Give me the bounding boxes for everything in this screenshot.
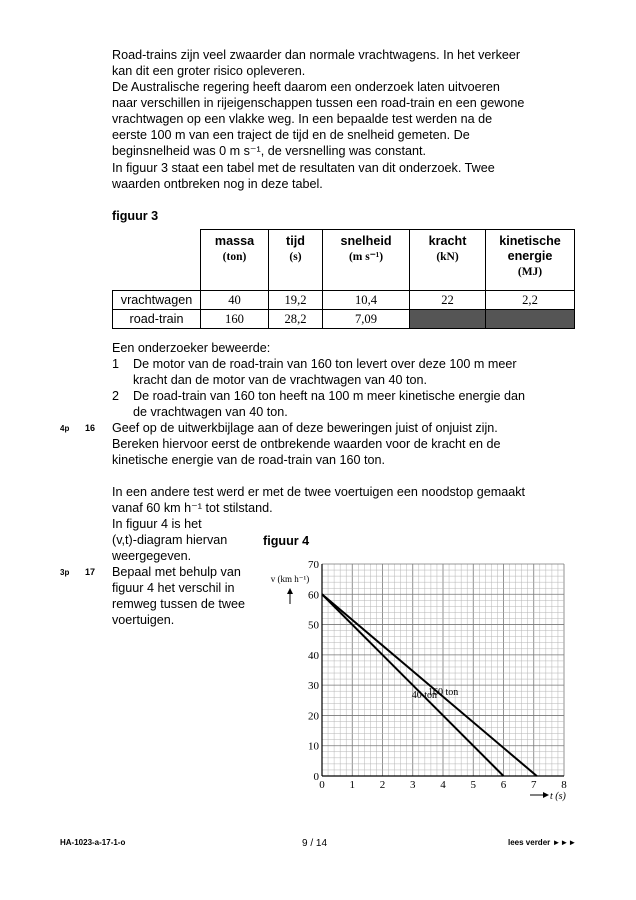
header-kracht: kracht (kN) xyxy=(410,230,486,291)
series-label: 160 ton xyxy=(428,687,459,699)
footer-page: 9 / 14 xyxy=(302,838,328,849)
y-tick-label: 0 xyxy=(313,771,319,783)
cell-massa: 160 xyxy=(201,310,269,329)
x-axis-arrowhead xyxy=(543,792,549,798)
footer-code: HA-1023-a-17-1-o xyxy=(60,838,126,847)
x-tick-label: 5 xyxy=(470,779,476,791)
claim-number: 2 xyxy=(112,389,120,403)
q17-line: Bepaal met behulp van xyxy=(112,565,241,579)
cell-snelheid: 10,4 xyxy=(323,291,410,310)
series-label: 40 ton xyxy=(411,690,438,702)
x-tick-label: 1 xyxy=(349,779,355,791)
test2-line: In een andere test werd er met de twee voertuigen een noodstop gemaakt xyxy=(112,485,526,499)
intro-line: beginsnelheid was 0 m s⁻¹, de versnelling was constant. xyxy=(112,144,426,158)
intro-line: eerste 100 m van een traject de tijd en de snelheid gemeten. De xyxy=(112,128,470,142)
y-tick-label: 30 xyxy=(308,680,319,693)
x-tick-label: 2 xyxy=(379,779,386,791)
q16-number: 16 xyxy=(85,423,96,433)
header-energie: kinetische energie (MJ) xyxy=(486,230,575,291)
x-tick-label: 6 xyxy=(500,779,507,791)
intro-line: Road-trains zijn veel zwaarder dan normale vrachtwagens. In het verkeer xyxy=(112,48,521,62)
claim-text: De road-train van 160 ton heeft na 100 m meer kinetische energie dan xyxy=(133,389,526,403)
y-axis-arrowhead xyxy=(287,588,293,594)
cell-snelheid: 7,09 xyxy=(323,310,410,329)
row-label: vrachtwagen xyxy=(113,291,201,310)
q17-number: 17 xyxy=(85,567,96,577)
cell-kracht-missing xyxy=(410,310,486,329)
x-tick-label: 4 xyxy=(440,779,446,791)
footer-next: lees verder ►►► xyxy=(508,838,577,847)
header-snelheid: snelheid (m s⁻¹) xyxy=(323,230,410,291)
y-tick-label: 50 xyxy=(308,619,319,632)
q16-line: Bereken hiervoor eerst de ontbrekende waarden voor de kracht en de xyxy=(112,437,501,451)
header-tijd: tijd (s) xyxy=(269,230,323,291)
cell-tijd: 28,2 xyxy=(269,310,323,329)
claim-text: de vrachtwagen van 40 ton. xyxy=(133,405,288,419)
q17-line: remweg tussen de twee xyxy=(112,597,246,611)
intro-line: waarden ontbreken nog in deze tabel. xyxy=(112,177,323,191)
claim-number: 1 xyxy=(112,357,120,371)
q17-line: voertuigen. xyxy=(112,613,175,627)
cell-massa: 40 xyxy=(201,291,269,310)
q16-points: 4p xyxy=(60,424,70,433)
intro-line: kan dit een groter risico opleveren. xyxy=(112,64,306,78)
cell-tijd: 19,2 xyxy=(269,291,323,310)
cell-kracht: 22 xyxy=(410,291,486,310)
y-tick-label: 20 xyxy=(308,710,319,723)
chart-ticks xyxy=(308,559,567,791)
claim-text: kracht dan de motor van de vrachtwagen van 40 ton. xyxy=(133,373,428,387)
q16-line: Geef op de uitwerkbijlage aan of deze beweringen juist of onjuist zijn. xyxy=(112,421,498,435)
test2-line: In figuur 4 is het xyxy=(112,517,202,531)
y-axis-label: v (km h⁻¹) xyxy=(270,574,310,584)
y-tick-label: 70 xyxy=(308,559,319,571)
q17-line: figuur 4 het verschil in xyxy=(112,581,235,595)
claims-intro: Een onderzoeker beweerde: xyxy=(112,341,271,355)
x-tick-label: 8 xyxy=(561,779,567,791)
intro-line: naar verschillen in rijeigenschappen tussen een road-train en een gewone xyxy=(112,96,525,110)
table-header-row xyxy=(113,230,575,291)
row-label: road-train xyxy=(113,310,201,329)
figure3-label: figuur 3 xyxy=(112,209,159,223)
table-row xyxy=(113,291,575,310)
intro-line: vrachtwagen op een vlakke weg. In een bepaalde test werden na de xyxy=(112,112,493,126)
x-tick-label: 7 xyxy=(531,779,537,791)
cell-energie-missing xyxy=(486,310,575,329)
test2-line: weergegeven. xyxy=(112,549,192,563)
claim-text: De motor van de road-train van 160 ton levert over deze 100 m meer xyxy=(133,357,517,371)
chart-title: figuur 4 xyxy=(263,534,310,548)
q16-line: kinetische energie van de road-train van 160 ton. xyxy=(112,453,386,467)
table-row xyxy=(113,310,575,329)
y-tick-label: 10 xyxy=(308,740,319,753)
figure3-table xyxy=(112,229,575,329)
intro-line: De Australische regering heeft daarom een onderzoek laten uitvoeren xyxy=(112,80,500,94)
y-tick-label: 60 xyxy=(308,589,319,602)
q17-points: 3p xyxy=(60,568,70,577)
test2-line: (v,t)-diagram hiervan xyxy=(112,533,228,547)
y-tick-label: 40 xyxy=(308,649,319,662)
intro-line: In figuur 3 staat een tabel met de resultaten van dit onderzoek. Twee xyxy=(112,161,495,175)
figure4-chart xyxy=(250,528,580,808)
x-tick-label: 3 xyxy=(410,779,416,791)
x-tick-label: 0 xyxy=(319,779,325,791)
cell-energie: 2,2 xyxy=(486,291,575,310)
x-axis-label: t (s) xyxy=(550,791,566,802)
test2-line: vanaf 60 km h⁻¹ tot stilstand. xyxy=(112,501,273,515)
header-massa: massa (ton) xyxy=(201,230,269,291)
